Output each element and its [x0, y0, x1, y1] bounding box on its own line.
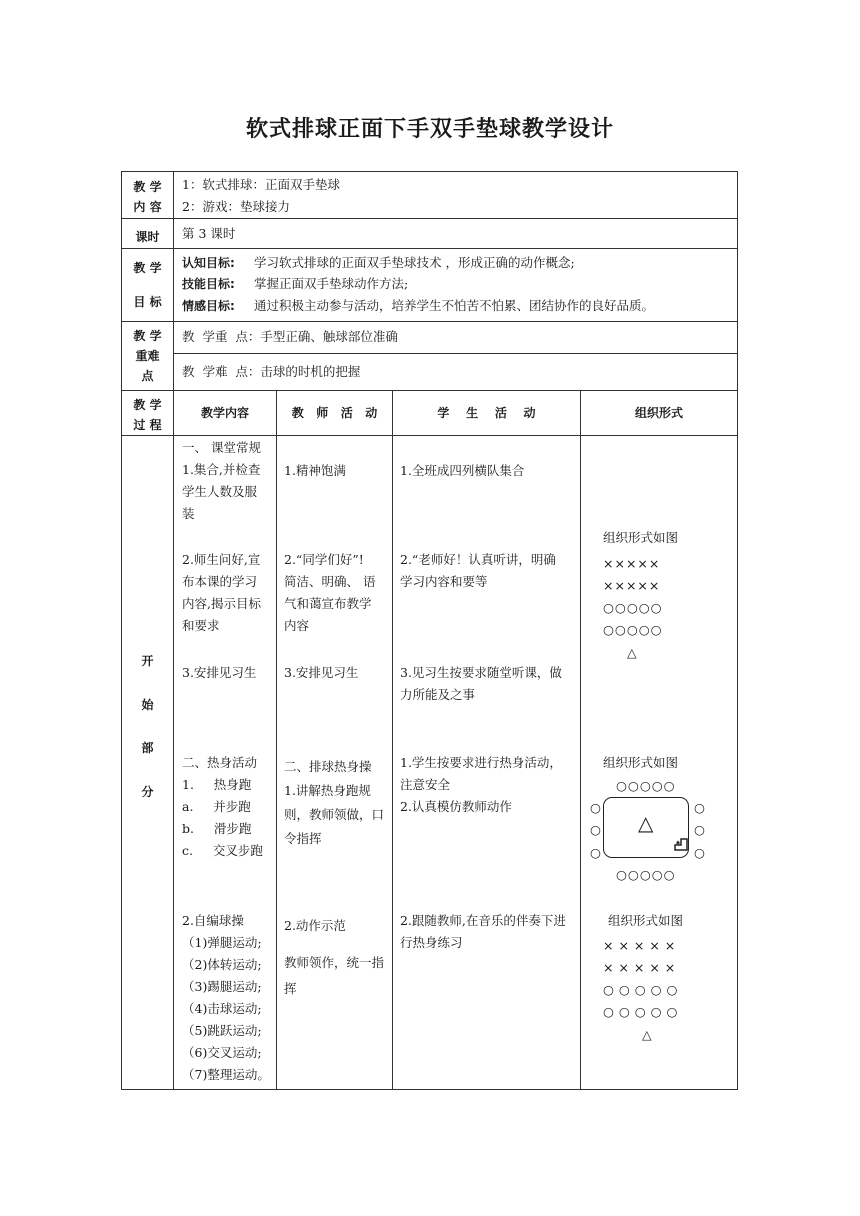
formation-3-row: ○ ○ ○ ○ ○ [603, 982, 678, 997]
content-routine: 一、 课堂常规 1.集合,并检查 学生人数及服 装 [182, 440, 261, 521]
teacher-spirit: 1.精神饱满 [284, 463, 346, 478]
content-greeting: 2.师生问好,宣 布本课的学习 内容,揭示目标 和要求 [182, 552, 261, 633]
header-teacher: 教 师 活 动 [291, 406, 378, 420]
teacher-observers: 3.安排见习生 [284, 665, 359, 680]
formation-1-row: ××××× [603, 578, 661, 593]
running-direction-icon [673, 836, 689, 852]
row-divider [173, 353, 738, 354]
student-observers: 3.见习生按要求随堂听课，做 力所能及之事 [400, 665, 562, 702]
teacher-marker: △ [627, 645, 637, 660]
column-divider [392, 390, 393, 1090]
student-greeting: 2.“老师好！认真听讲，明确 学习内容和要等 [400, 552, 556, 589]
formation-2-title: 组织形式如图 [603, 755, 679, 770]
goal-label-skill: 技能目标: [182, 277, 235, 291]
header-student: 学 生 活 动 [437, 406, 536, 420]
teacher-demo: 2.动作示范 [284, 918, 346, 933]
goal-text-affective: 通过积极主动参与活动，培养学生不怕苦不怕累、团结协作的良好品质。 [254, 298, 655, 313]
formation-2-bottom-row: ○○○○○ [616, 867, 676, 882]
row-divider [121, 435, 738, 436]
difficult-point: 教 学难 点：击球的时机的把握 [182, 364, 361, 379]
period-value: 第 3 课时 [182, 226, 236, 241]
header-content: 教学内容 [200, 406, 249, 420]
goal-text-cognitive: 学习软式排球的正面双手垫球技术 ，形成正确的动作概念; [254, 255, 575, 270]
label-content: 教 学 内 容 [133, 180, 162, 214]
formation-2-side: ○ [590, 800, 601, 815]
formation-1-row: ××××× [603, 556, 661, 571]
page-title: 软式排球正面下手双手垫球教学设计 [245, 117, 614, 142]
teacher-warmup: 二、排球热身操 1.讲解热身跑规 则，教师领做，口 令指挥 [284, 759, 385, 846]
row-divider [121, 218, 738, 219]
formation-2-side: ○ [694, 845, 705, 860]
formation-2-side: ○ [590, 822, 601, 837]
content-warmup: 二、热身活动 1. 热身跑 a. 并步跑 b. 滑步跑 c. 交叉步跑 [182, 755, 263, 858]
goal-label-affective: 情感目标: [182, 299, 235, 313]
formation-2-side: ○ [694, 822, 705, 837]
teacher-marker: △ [642, 1027, 652, 1042]
teacher-marker: △ [638, 811, 654, 835]
content-ball-exercise: 2.自编球操 （1)弹腿运动; （2)体转运动; （3)踢腿运动; （4)击球运动; （5)跳跃运动; （6)交叉运动; （7)整理运动。 [182, 913, 270, 1082]
table-border-bottom [121, 1089, 738, 1090]
student-follow: 2.跟随教师,在音乐的伴奏下进 行热身练习 [400, 913, 566, 950]
table-border-right [737, 171, 738, 1090]
formation-3-title: 组织形式如图 [608, 913, 684, 928]
formation-3-row: × × × × × [603, 960, 676, 975]
content-line-2: 2：游戏：垫球接力 [182, 199, 290, 214]
formation-3-row: ○ ○ ○ ○ ○ [603, 1004, 678, 1019]
column-divider [173, 171, 174, 1090]
column-divider [580, 390, 581, 1090]
formation-2-top-row: ○○○○○ [616, 778, 676, 793]
formation-1-row: ○○○○○ [603, 622, 663, 637]
section-label-start: 开 始 部 分 [141, 654, 154, 799]
label-process: 教 学 过 程 [133, 398, 162, 432]
label-goals: 教 学 目 标 [133, 261, 162, 309]
content-line-1: 1：软式排球：正面双手垫球 [182, 177, 340, 192]
row-divider [121, 321, 738, 322]
header-org: 组织形式 [634, 406, 683, 420]
label-period: 课时 [135, 230, 160, 244]
goal-label-cognitive: 认知目标: [182, 256, 235, 270]
student-assemble: 1.全班成四列横队集合 [400, 463, 525, 478]
label-key-points: 教 学 重难 点 [133, 329, 162, 383]
formation-1-row: ○○○○○ [603, 600, 663, 615]
column-divider [276, 390, 277, 1090]
formation-2-side: ○ [694, 800, 705, 815]
key-point: 教 学重 点：手型正确、触球部位准确 [182, 329, 398, 344]
table-border-top [121, 171, 738, 172]
student-warmup: 1.学生按要求进行热身活动， 注意安全 2.认真模仿教师动作 [400, 755, 562, 814]
teacher-greeting: 2.“同学们好”! 简洁、明确、 语 气和蔼宣布教学 内容 [284, 552, 376, 633]
row-divider [121, 390, 738, 391]
goal-text-skill: 掌握正面双手垫球动作方法; [254, 276, 409, 291]
formation-2-side: ○ [590, 845, 601, 860]
formation-1-title: 组织形式如图 [603, 530, 679, 545]
teacher-lead: 教师领作，统一指 挥 [284, 955, 385, 996]
row-divider [121, 248, 738, 249]
content-observers: 3.安排见习生 [182, 665, 257, 680]
formation-3-row: × × × × × [603, 938, 676, 953]
